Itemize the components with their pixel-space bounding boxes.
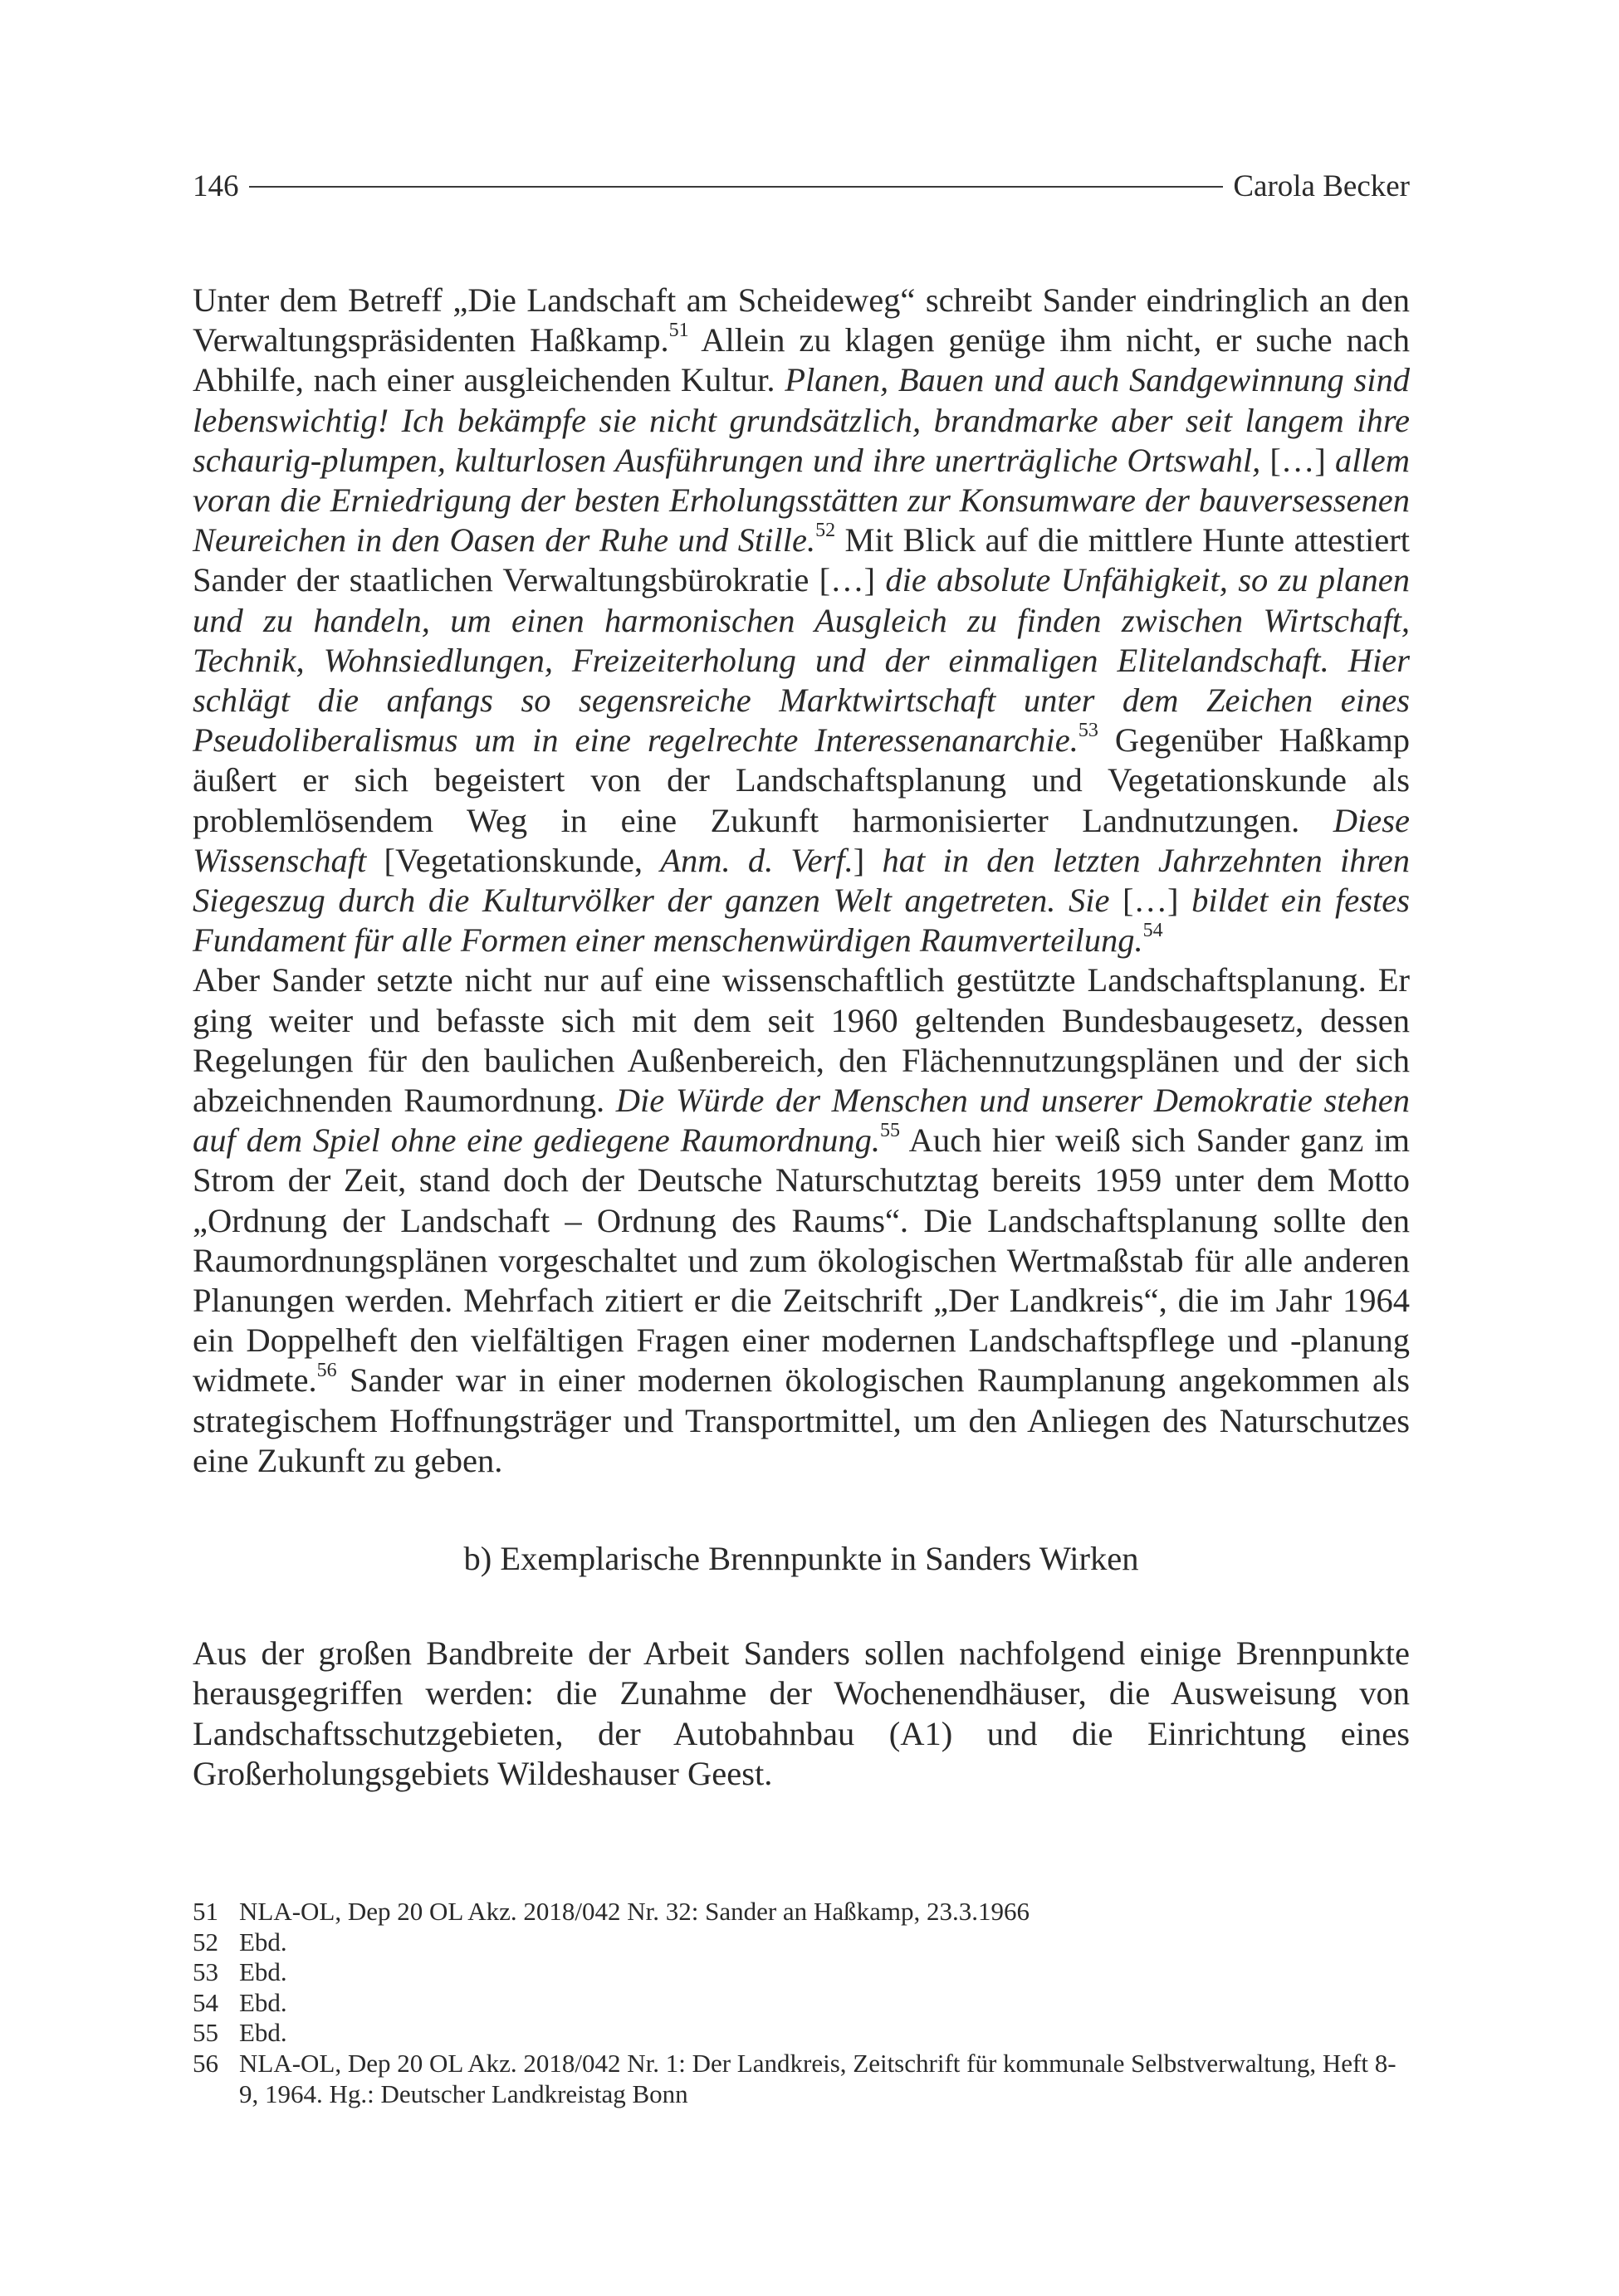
text-run: Mit Blick auf die mittlere Hunte attestiert Sander der staatlichen Verwaltungsbürokratie […]	[193, 521, 1411, 599]
footnote-text: Ebd.	[239, 1927, 287, 1956]
footnote-text: NLA-OL, Dep 20 OL Akz. 2018/042 Nr. 1: Der Landkreis, Zeitschrift für kommunale Selbstverwaltung, Heft 8-9, 1964. Hg.: Deutscher Landkreistag Bonn	[239, 2048, 1396, 2108]
italic-quote: Anm. d. Verf.	[660, 841, 854, 879]
footnotes	[193, 1897, 1410, 2109]
text-run: Aber Sander setzte nicht nur auf eine wissenschaftlich gestützte Landschaftsplanung. Er ging weiter und befasste sich mit dem seit 1960 geltenden Bundesbaugesetz, dessen Regelungen für den baulichen Außenbereich, den Flächennutzungsplänen und der sich abzeichnenden Raumordnung.	[193, 961, 1410, 1120]
footnote-ref: 56	[316, 1359, 337, 1381]
paragraph	[193, 281, 1410, 960]
text-run: ]	[853, 841, 883, 879]
footnote-text: Ebd.	[239, 2018, 287, 2048]
footnote	[193, 1897, 1410, 1927]
page-content	[193, 166, 1410, 1794]
header-rule	[249, 186, 1224, 188]
page-number: 146	[193, 169, 239, 203]
text-run: […]	[1123, 882, 1192, 920]
footnote-number: 54	[193, 1987, 218, 2017]
body-text	[193, 281, 1410, 1794]
footnote-text: NLA-OL, Dep 20 OL Akz. 2018/042 Nr. 32: Sander an Haßkamp, 23.3.1966	[239, 1897, 1030, 1926]
italic-quote: die absolute Unfähigkeit, so zu planen und zu handeln, um einen harmonischen Ausgleich zu finden zwischen Wirtschaft, Technik, Wohnsiedlungen, Freizeiterholung und der einmaligen Elitelandschaft. Hier schlägt die anfangs so segensreiche Marktwirtschaft unter dem Zeichen eines Pseudoliberalismus um in eine regelrechte Interessenanarchie.	[193, 561, 1410, 760]
italic-quote: Planen, Bauen und auch Sandgewinnung sind lebenswichtig! Ich bekämpfe sie nicht grundsätzlich, brandmarke aber seit langem ihre schaurig-plumpen, kulturlosen Ausführungen und ihre unerträgliche Ortswahl,	[193, 361, 1410, 479]
footnote-number: 51	[193, 1897, 218, 1926]
footnote-ref: 55	[879, 1119, 900, 1141]
footnote-text: Ebd.	[239, 1987, 287, 2017]
footnote-ref: 53	[1078, 719, 1098, 741]
italic-quote: bildet ein festes Fundament für alle Formen einer menschenwürdigen Raumverteilung.	[193, 882, 1410, 960]
footnote	[193, 1957, 1410, 1988]
italic-quote: hat in den letzten Jahrzehnten ihren Siegeszug durch die Kulturvölker der ganzen Welt angetreten. Sie	[193, 841, 1410, 920]
text-run: […]	[1269, 441, 1326, 479]
italic-quote: Die Würde der Menschen und unserer Demokratie stehen auf dem Spiel ohne eine gediegene Raumordnung.	[193, 1082, 1410, 1160]
italic-quote: Diese Wissenschaft	[193, 801, 1410, 879]
text-run: Sander war in einer modernen ökologischen Raumplanung angekommen als strategischem Hoffnungsträger und Transportmittel, um den Anliegen des Naturschutzes eine Zukunft zu geben.	[193, 1361, 1410, 1479]
footnote	[193, 2018, 1410, 2049]
footnote-ref: 54	[1142, 919, 1163, 941]
footnote-text: Ebd.	[239, 1957, 287, 1987]
footnote	[193, 2049, 1410, 2109]
paragraph	[193, 960, 1410, 1481]
author-name: Carola Becker	[1233, 169, 1410, 203]
text-run: Allein zu klagen genüge ihm nicht, er suche nach Abhilfe, nach einer ausgleichenden Kultur.	[193, 321, 1410, 399]
text-run: Unter dem Betreff „Die Landschaft am Scheideweg“ schreibt Sander eindringlich an den Verwaltungspräsidenten Haßkamp.	[193, 281, 1410, 359]
footnote-number: 55	[193, 2018, 218, 2048]
text-run: Auch hier weiß sich Sander ganz im Strom der Zeit, stand doch der Deutsche Naturschutztag bereits 1959 unter dem Motto „Ordnung der Landschaft – Ordnung des Raums“. Die Landschaftsplanung sollte den Raumordnungsplänen vorgeschaltet und zum ökologischen Wertmaßstab für alle anderen Planungen werden. Mehrfach zitiert er die Zeitschrift „Der Landkreis“, die im Jahr 1964 ein Doppelheft den vielfältigen Fragen einer modernen Landschaftspflege und -planung widmete.	[193, 1121, 1410, 1400]
footnote-ref: 51	[668, 319, 689, 341]
footnote	[193, 1988, 1410, 2019]
paragraph	[193, 1634, 1410, 1794]
text-run: Gegenüber Haßkamp äußert er sich begeistert von der Landschaftsplanung und Vegetationskunde als problemlösendem Weg in eine Zukunft harmonisierter Landnutzungen.	[193, 721, 1410, 839]
footnote	[193, 1927, 1410, 1958]
footnote-ref: 52	[815, 519, 836, 541]
text-run: [Vegetationskunde,	[366, 841, 661, 879]
italic-quote: allem voran die Erniedrigung der besten Erholungsstätten zur Konsumware der bauversessenen Neureichen in den Oasen der Ruhe und Stille.	[193, 441, 1410, 559]
footnote-number: 52	[193, 1927, 218, 1956]
footnote-number: 56	[193, 2048, 218, 2078]
footnote-number: 53	[193, 1957, 218, 1987]
running-head	[193, 166, 1410, 208]
text-run: Aus der großen Bandbreite der Arbeit Sanders sollen nachfolgend einige Brennpunkte herausgegriffen werden: die Zunahme der Wochenendhäuser, die Ausweisung von Landschaftsschutzgebieten, der Autobahnbau (A1) und die Einrichtung eines Großerholungsgebiets Wildeshauser Geest.	[193, 1634, 1410, 1792]
section-heading: b) Exemplarische Brennpunkte in Sanders Wirken	[463, 1540, 1139, 1578]
